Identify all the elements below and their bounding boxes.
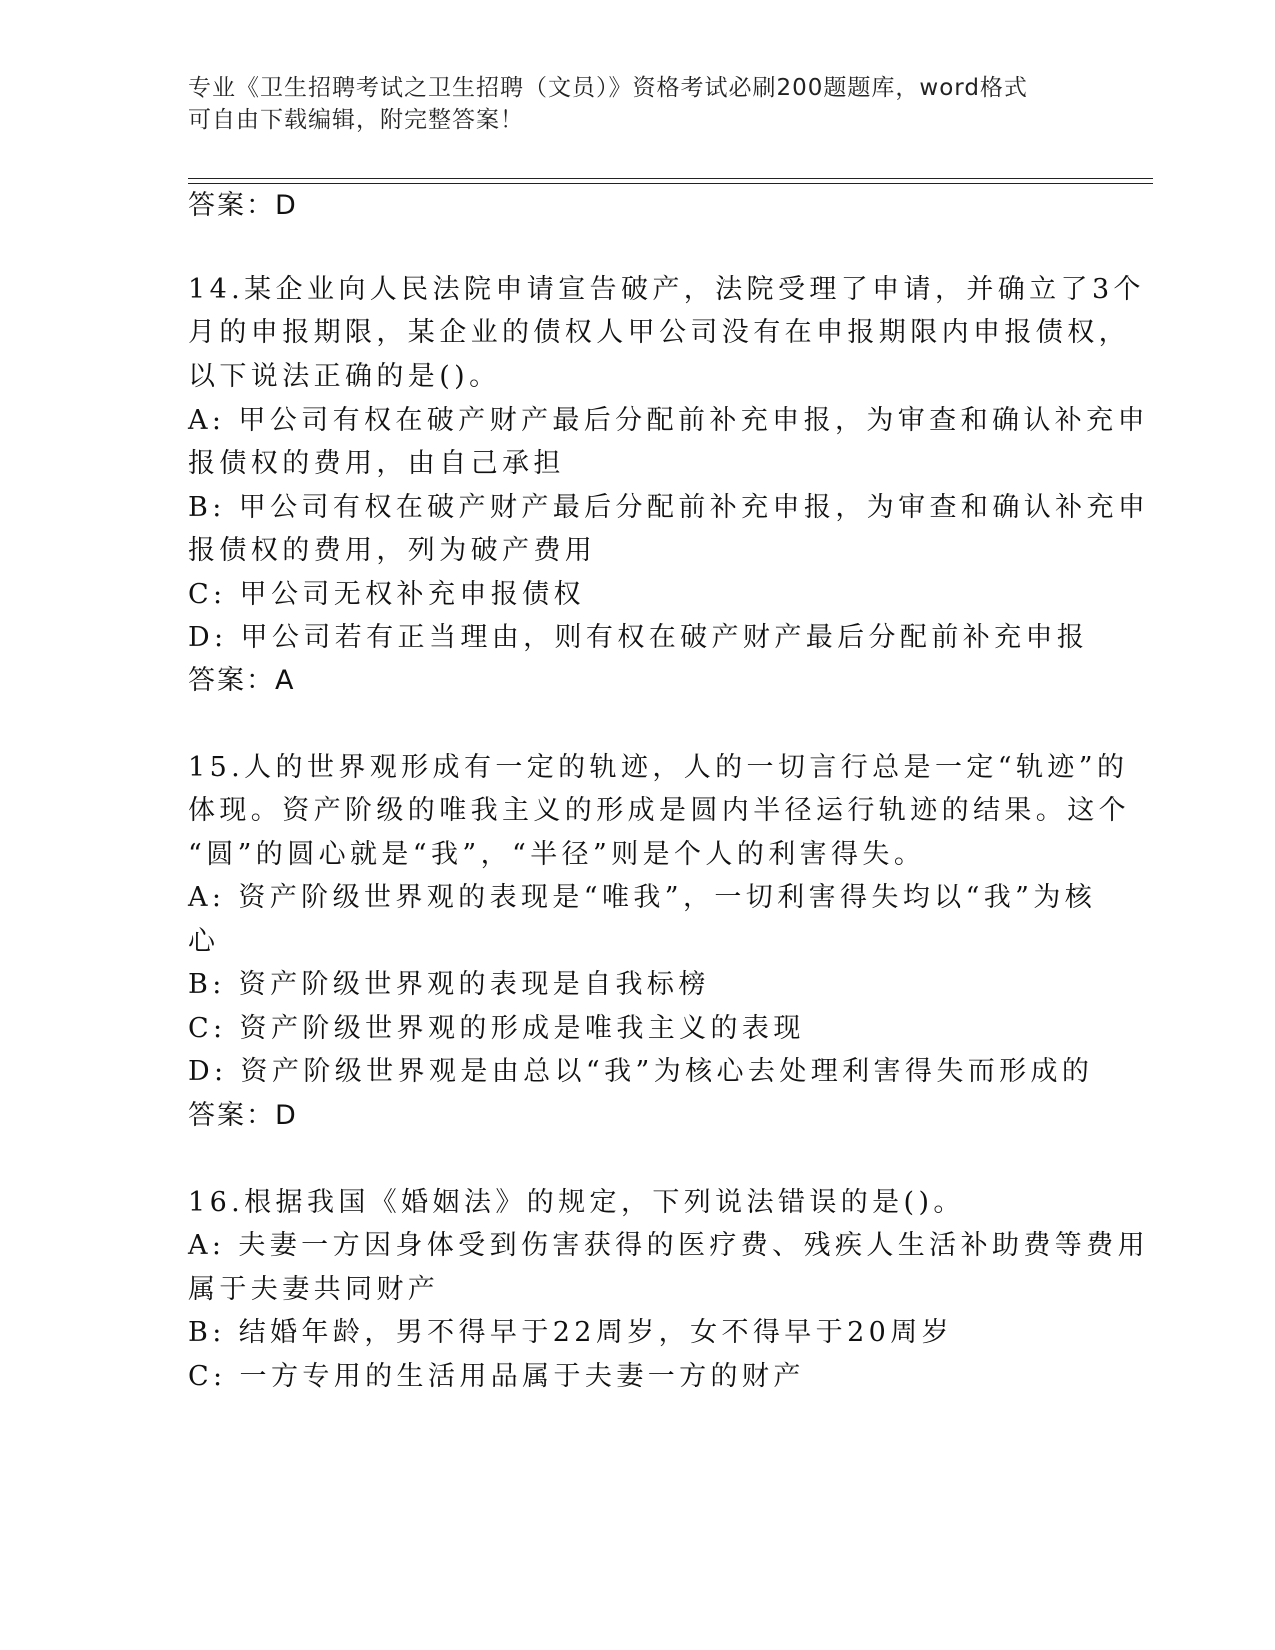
q14-option-c: C: 甲公司无权补充申报债权: [188, 579, 585, 610]
q15-option-a-line-1: A: 资产阶级世界观的表现是“唯我”，一切利害得失均以“我”为核: [188, 882, 1097, 913]
q14-option-a-line-2: 报债权的费用，由自己承担: [188, 448, 565, 479]
header-line-1: 专业《卫生招聘考试之卫生招聘（文员）》资格考试必刷200题题库，word格式: [188, 75, 1028, 101]
q14-stem-line-1: 14.某企业向人民法院申请宣告破产，法院受理了申请，并确立了3个: [188, 274, 1145, 305]
q16-option-c: C: 一方专用的生活用品属于夫妻一方的财产: [188, 1361, 805, 1392]
q16-option-b: B: 结婚年龄，男不得早于22周岁，女不得早于20周岁: [188, 1317, 954, 1348]
header-line-2: 可自由下载编辑，附完整答案！: [188, 107, 524, 133]
q14-option-b-line-2: 报债权的费用，列为破产费用: [188, 535, 597, 566]
q15-stem-line-3: “圆”的圆心就是“我”，“半径”则是个人的利害得失。: [188, 839, 926, 870]
q16-option-a-line-1: A: 夫妻一方因身体受到伤害获得的医疗费、残疾人生活补助费等费用: [188, 1230, 1149, 1261]
q16-option-a-line-2: 属于夫妻共同财产: [188, 1274, 440, 1305]
q14-stem-line-2: 月的申报期限，某企业的债权人甲公司没有在申报期限内申报债权，: [188, 317, 1130, 348]
q15-stem-line-2: 体现。资产阶级的唯我主义的形成是圆内半径运行轨迹的结果。这个: [188, 795, 1130, 826]
q14-option-d: D: 甲公司若有正当理由，则有权在破产财产最后分配前补充申报: [188, 622, 1089, 653]
q14-option-a-line-1: A: 甲公司有权在破产财产最后分配前补充申报，为审查和确认补充申: [188, 405, 1149, 436]
q15-option-c: C: 资产阶级世界观的形成是唯我主义的表现: [188, 1013, 805, 1044]
q15-option-b: B: 资产阶级世界观的表现是自我标榜: [188, 969, 710, 1000]
header-rule-top: [188, 178, 1153, 179]
q15-stem-line-1: 15.人的世界观形成有一定的轨迹，人的一切言行总是一定“轨迹”的: [188, 752, 1129, 783]
answer-13: 答案：D: [188, 190, 298, 221]
q15-option-a-line-2: 心: [188, 926, 220, 957]
q15-option-d: D: 资产阶级世界观是由总以“我”为核心去处理利害得失而形成的: [188, 1056, 1094, 1087]
q14-option-b-line-1: B: 甲公司有权在破产财产最后分配前补充申报，为审查和确认补充申: [188, 492, 1150, 523]
q14-stem-line-3: 以下说法正确的是()。: [188, 361, 501, 392]
header-rule-bottom: [188, 183, 1153, 184]
answer-14: 答案：A: [188, 665, 296, 696]
answer-15: 答案：D: [188, 1100, 298, 1131]
q16-stem: 16.根据我国《婚姻法》的规定，下列说法错误的是()。: [188, 1187, 965, 1218]
document-header: [188, 72, 1088, 136]
